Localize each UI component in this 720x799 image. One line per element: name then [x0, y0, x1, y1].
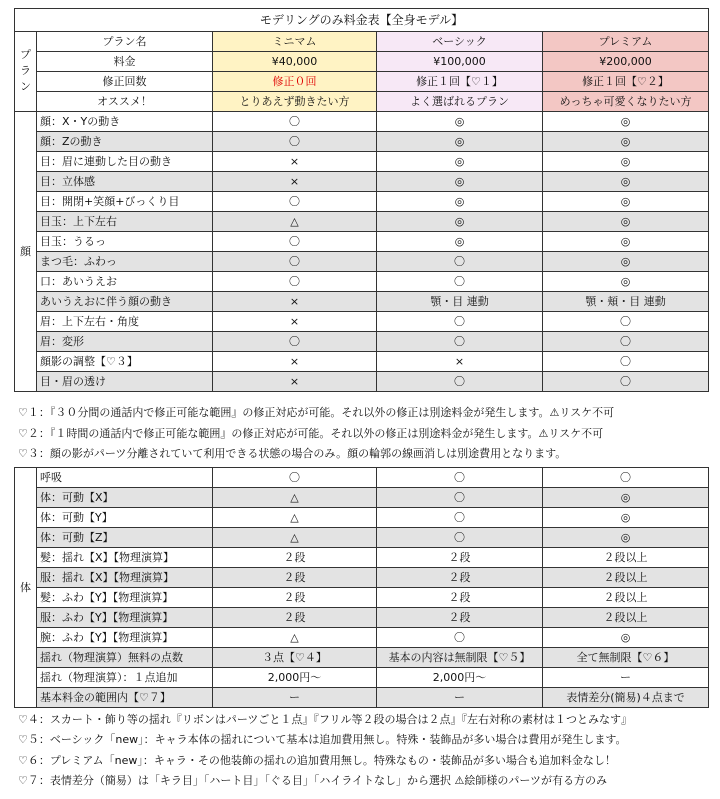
cell-premium: ◎: [543, 212, 709, 232]
cell-basic: 〇: [377, 468, 543, 488]
cell-basic: 顎・目 連動: [377, 292, 543, 312]
table-row: [15, 152, 709, 172]
row-label: 髪：揺れ【X】【物理演算】: [37, 548, 213, 568]
table-row: [15, 508, 709, 528]
cell-minimam: 〇: [213, 132, 377, 152]
section-label-face: 顔: [15, 112, 37, 392]
cell-minimam: 〇: [213, 468, 377, 488]
row-label: 服：揺れ【X】【物理演算】: [37, 568, 213, 588]
table-row: [15, 648, 709, 668]
footnote: ♡７：表情差分（簡易）は「キラ目」「ハート目」「ぐる目」「ハイライトなし」から選択 ⚠絵師様のパーツが有る方のみ: [18, 774, 607, 787]
row-label: 体：可動【X】: [37, 488, 213, 508]
table-row: [15, 668, 709, 688]
cell-premium: 〇: [543, 372, 709, 392]
price-minimam: ¥40,000: [213, 52, 377, 72]
recommend-row: [15, 92, 709, 112]
table-row: [15, 468, 709, 488]
row-label: 基本料金の範囲内【♡７】: [37, 688, 213, 708]
plan-name-row: [15, 32, 709, 52]
cell-minimam: 〇: [213, 112, 377, 132]
table-row: [15, 112, 709, 132]
cell-basic: ２段: [377, 548, 543, 568]
cell-premium: ー: [543, 668, 709, 688]
row-label: 髪：ふわ【Y】【物理演算】: [37, 588, 213, 608]
cell-minimam: △: [213, 628, 377, 648]
footnote: ♡１：『３０分間の通話内で修正可能な範囲』の修正対応が可能。それ以外の修正は別途料金が発生します。⚠リスケ不可: [18, 406, 615, 419]
cell-premium: ２段以上: [543, 608, 709, 628]
row-label: あいうえおに伴う顔の動き: [37, 292, 213, 312]
table-row: [15, 688, 709, 708]
cell-premium: ◎: [543, 232, 709, 252]
footnote: ♡２：『１時間の通話内で修正可能な範囲』の修正対応が可能。それ以外の修正は別途料金が発生します。⚠リスケ不可: [18, 427, 604, 440]
cell-premium: 全て無制限【♡６】: [543, 648, 709, 668]
recommend-minimam: とりあえず動きたい方: [213, 92, 377, 112]
plan-basic: ベーシック: [377, 32, 543, 52]
cell-minimam: ２段: [213, 568, 377, 588]
cell-premium: ◎: [543, 152, 709, 172]
row-label: 料金: [37, 52, 213, 72]
cell-premium: ◎: [543, 132, 709, 152]
cell-premium: ◎: [543, 192, 709, 212]
price-table-body: [14, 467, 709, 708]
cell-premium: ２段以上: [543, 548, 709, 568]
row-label: 目：開閉+笑顔+びっくり目: [37, 192, 213, 212]
cell-minimam: 2,000円〜: [213, 668, 377, 688]
cell-premium: 〇: [543, 352, 709, 372]
table-row: [15, 272, 709, 292]
cell-minimam: 〇: [213, 332, 377, 352]
row-label: 修正回数: [37, 72, 213, 92]
cell-basic: 〇: [377, 488, 543, 508]
row-label: 顔：Zの動き: [37, 132, 213, 152]
table-row: [15, 528, 709, 548]
table-row: [15, 568, 709, 588]
revision-row: [15, 72, 709, 92]
row-label: 顔影の調整【♡３】: [37, 352, 213, 372]
cell-minimam: ー: [213, 688, 377, 708]
cell-premium: ◎: [543, 508, 709, 528]
cell-premium: 顎・頬・目 連動: [543, 292, 709, 312]
cell-basic: ー: [377, 688, 543, 708]
cell-premium: ２段以上: [543, 568, 709, 588]
cell-premium: ◎: [543, 488, 709, 508]
row-label: 呼吸: [37, 468, 213, 488]
table-row: [15, 312, 709, 332]
cell-premium: 〇: [543, 468, 709, 488]
cell-basic: ×: [377, 352, 543, 372]
revision-minimam: 修正０回: [213, 72, 377, 92]
cell-premium: 〇: [543, 332, 709, 352]
cell-basic: 〇: [377, 508, 543, 528]
cell-minimam: ×: [213, 292, 377, 312]
cell-basic: 〇: [377, 332, 543, 352]
plan-premium: プレミアム: [543, 32, 709, 52]
row-label: 目玉：上下左右: [37, 212, 213, 232]
table-row: [15, 628, 709, 648]
cell-premium: ◎: [543, 112, 709, 132]
recommend-basic: よく選ばれるプラン: [377, 92, 543, 112]
table-row: [15, 192, 709, 212]
row-label: まつ毛：ふわっ: [37, 252, 213, 272]
row-label: 顔：X・Yの動き: [37, 112, 213, 132]
price-row: [15, 52, 709, 72]
cell-premium: ◎: [543, 172, 709, 192]
price-basic: ¥100,000: [377, 52, 543, 72]
cell-minimam: △: [213, 528, 377, 548]
cell-premium: ◎: [543, 628, 709, 648]
cell-minimam: 〇: [213, 272, 377, 292]
cell-premium: ◎: [543, 272, 709, 292]
cell-minimam: ×: [213, 372, 377, 392]
footnote: ♡３：顔の影がパーツ分離されていて利用できる状態の場合のみ。顔の輪郭の線画消しは別途費用となります。: [18, 447, 567, 460]
cell-premium: ◎: [543, 528, 709, 548]
row-label: 眉：変形: [37, 332, 213, 352]
cell-basic: ◎: [377, 132, 543, 152]
table-row: [15, 548, 709, 568]
price-table-face: [14, 8, 709, 392]
footnote: ♡４：スカート・飾り等の揺れ『リボンはパーツごと１点』『フリル等２段の場合は２点』『左右対称の素材は１つとみなす』: [18, 713, 632, 726]
section-label-plan: プラン: [15, 32, 37, 112]
cell-minimam: 〇: [213, 192, 377, 212]
table-row: [15, 172, 709, 192]
price-premium: ¥200,000: [543, 52, 709, 72]
cell-minimam: ×: [213, 312, 377, 332]
revision-basic: 修正１回【♡１】: [377, 72, 543, 92]
cell-basic: ◎: [377, 172, 543, 192]
cell-minimam: ×: [213, 352, 377, 372]
cell-premium: ◎: [543, 252, 709, 272]
row-label: 目：立体感: [37, 172, 213, 192]
table-row: [15, 232, 709, 252]
table-row: [15, 372, 709, 392]
cell-basic: 〇: [377, 528, 543, 548]
cell-basic: ◎: [377, 192, 543, 212]
revision-premium: 修正１回【♡２】: [543, 72, 709, 92]
footnote: ♡５：ベーシック「new」：キャラ本体の揺れについて基本は追加費用無し。特殊・装飾品が多い場合は費用が発生します。: [18, 733, 627, 746]
cell-basic: 基本の内容は無制限【♡５】: [377, 648, 543, 668]
cell-basic: ◎: [377, 212, 543, 232]
table-row: [15, 292, 709, 312]
row-label: 眉：上下左右・角度: [37, 312, 213, 332]
row-label: 目玉：うるっ: [37, 232, 213, 252]
cell-minimam: ×: [213, 172, 377, 192]
plan-minimam: ミニマム: [213, 32, 377, 52]
row-label: 服：ふわ【Y】【物理演算】: [37, 608, 213, 628]
section-label-body: 体: [15, 468, 37, 708]
table-title: モデリングのみ料金表【全身モデル】: [15, 9, 709, 32]
cell-premium: 〇: [543, 312, 709, 332]
table-row: [15, 588, 709, 608]
row-label: プラン名: [37, 32, 213, 52]
cell-basic: ◎: [377, 152, 543, 172]
row-label: 目・眉の透け: [37, 372, 213, 392]
recommend-premium: めっちゃ可愛くなりたい方: [543, 92, 709, 112]
row-label: オススメ！: [37, 92, 213, 112]
cell-minimam: △: [213, 508, 377, 528]
row-label: 揺れ（物理演算）無料の点数: [37, 648, 213, 668]
cell-minimam: ×: [213, 152, 377, 172]
row-label: 口：あいうえお: [37, 272, 213, 292]
table-row: [15, 132, 709, 152]
cell-basic: 〇: [377, 628, 543, 648]
cell-minimam: ２段: [213, 608, 377, 628]
table-row: [15, 252, 709, 272]
cell-premium: ２段以上: [543, 588, 709, 608]
row-label: 体：可動【Z】: [37, 528, 213, 548]
row-label: 体：可動【Y】: [37, 508, 213, 528]
cell-basic: ２段: [377, 608, 543, 628]
cell-premium: 表情差分(簡易)４点まで: [543, 688, 709, 708]
cell-minimam: 〇: [213, 232, 377, 252]
table-row: [15, 488, 709, 508]
cell-minimam: ２段: [213, 548, 377, 568]
row-label: 目：眉に連動した目の動き: [37, 152, 213, 172]
table-row: [15, 332, 709, 352]
cell-minimam: △: [213, 488, 377, 508]
cell-basic: 〇: [377, 312, 543, 332]
cell-basic: 〇: [377, 272, 543, 292]
cell-minimam: ２段: [213, 588, 377, 608]
cell-minimam: △: [213, 212, 377, 232]
cell-minimam: ３点【♡４】: [213, 648, 377, 668]
footnote: ♡６：プレミアム「new」：キャラ・その他装飾の揺れの追加費用無し。特殊なもの・装飾品が多い場合も追加料金なし！: [18, 754, 616, 767]
row-label: 腕：ふわ【Y】【物理演算】: [37, 628, 213, 648]
cell-basic: ２段: [377, 568, 543, 588]
cell-basic: 〇: [377, 252, 543, 272]
cell-basic: ２段: [377, 588, 543, 608]
table-row: [15, 212, 709, 232]
table-row: [15, 352, 709, 372]
cell-basic: 2,000円〜: [377, 668, 543, 688]
row-label: 揺れ（物理演算）：１点追加: [37, 668, 213, 688]
cell-basic: ◎: [377, 232, 543, 252]
cell-basic: ◎: [377, 112, 543, 132]
table-row: [15, 608, 709, 628]
cell-minimam: 〇: [213, 252, 377, 272]
cell-basic: 〇: [377, 372, 543, 392]
